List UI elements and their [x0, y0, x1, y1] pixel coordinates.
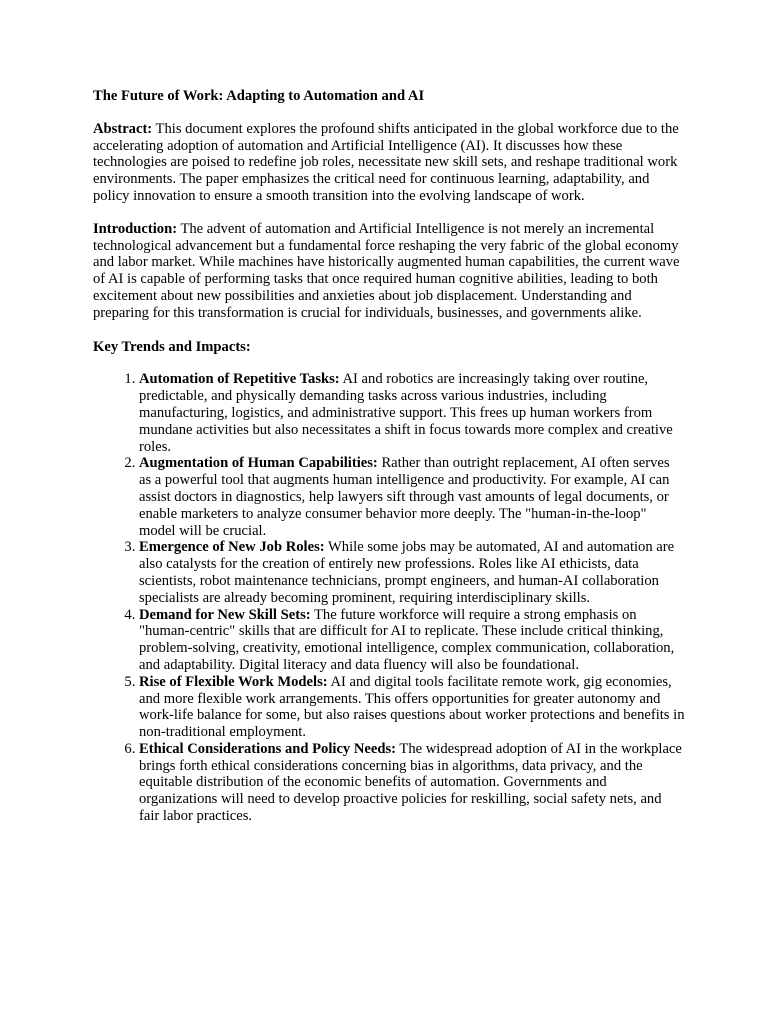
- introduction-label: Introduction:: [93, 220, 178, 237]
- trend-text: While some jobs may be automated, AI and automation are also catalysts for the creation of entirely new professions. Roles like AI ethicists, data scientists, robot maintenance technicians, prompt engineers, and human-AI collaboration specialists are already becoming prominent, requiring interdisciplinary skills.: [139, 539, 675, 606]
- trend-label: Demand for New Skill Sets:: [139, 606, 311, 623]
- list-item: [139, 371, 685, 455]
- abstract-text: This document explores the profound shifts anticipated in the global workforce due to the accelerating adoption of automation and Artificial Intelligence (AI). It discusses how these technologies are poised to redefine job roles, necessitate new skill sets, and reshape traditional work environments. The paper emphasizes the critical need for continuous learning, adaptability, and policy innovation to ensure a smooth transition into the evolving landscape of work.: [93, 120, 679, 204]
- key-trends-heading: Key Trends and Impacts:: [93, 338, 251, 355]
- list-item: [139, 607, 685, 674]
- trend-label: Automation of Repetitive Tasks:: [139, 371, 340, 388]
- trend-label: Augmentation of Human Capabilities:: [139, 455, 378, 472]
- document-page: [93, 88, 685, 825]
- abstract-label: Abstract:: [93, 120, 153, 137]
- document-title: The Future of Work: Adapting to Automation and AI: [93, 88, 425, 104]
- key-trends-list: [93, 371, 685, 825]
- trend-label: Emergence of New Job Roles:: [139, 539, 325, 556]
- trend-text: The widespread adoption of AI in the workplace brings forth ethical considerations concerning bias in algorithms, data privacy, and the equitable distribution of the economic benefits of automation. Governments and organizations will need to develop proactive policies for reskilling, social safety nets, and fair labor practices.: [139, 740, 682, 825]
- trend-label: Ethical Considerations and Policy Needs:: [139, 740, 397, 757]
- list-item: [139, 741, 685, 825]
- list-item: [139, 674, 685, 741]
- trend-text: The future workforce will require a strong emphasis on "human-centric" skills that are difficult for AI to replicate. These include critical thinking, problem-solving, creativity, emotional intelligence, complex communication, collaboration, and adaptability. Digital literacy and data fluency will also be foundational.: [139, 606, 675, 673]
- trend-text: AI and digital tools facilitate remote work, gig economies, and more flexible work arrangements. This offers opportunities for greater autonomy and work-life balance for some, but also raises questions about worker protections and benefits in non-traditional employment.: [139, 673, 685, 741]
- trend-text: AI and robotics are increasingly taking over routine, predictable, and physically demanding tasks across various industries, including manufacturing, logistics, and administrative support. This frees up human workers from mundane activities but also necessitates a shift in focus towards more complex and creative roles.: [139, 371, 673, 455]
- abstract-paragraph: [93, 121, 685, 205]
- trend-label: Rise of Flexible Work Models:: [139, 673, 328, 690]
- list-item: [139, 455, 685, 539]
- introduction-paragraph: [93, 221, 685, 322]
- trend-text: Rather than outright replacement, AI often serves as a powerful tool that augments human intelligence and productivity. For example, AI can assist doctors in diagnostics, help lawyers sift through vast amounts of legal documents, or enable marketers to analyze consumer behavior more deeply. The "human-in-the-loop" model will be crucial.: [139, 455, 670, 539]
- list-item: [139, 539, 685, 606]
- introduction-text: The advent of automation and Artificial Intelligence is not merely an incremental technological advancement but a fundamental force reshaping the very fabric of the global economy and labor market. While machines have historically augmented human capabilities, the current wave of AI is capable of performing tasks that once required human cognitive abilities, leading to both excitement about new possibilities and anxieties about job displacement. Understanding and preparing for this transformation is crucial for individuals, businesses, and governments alike.: [93, 220, 680, 321]
